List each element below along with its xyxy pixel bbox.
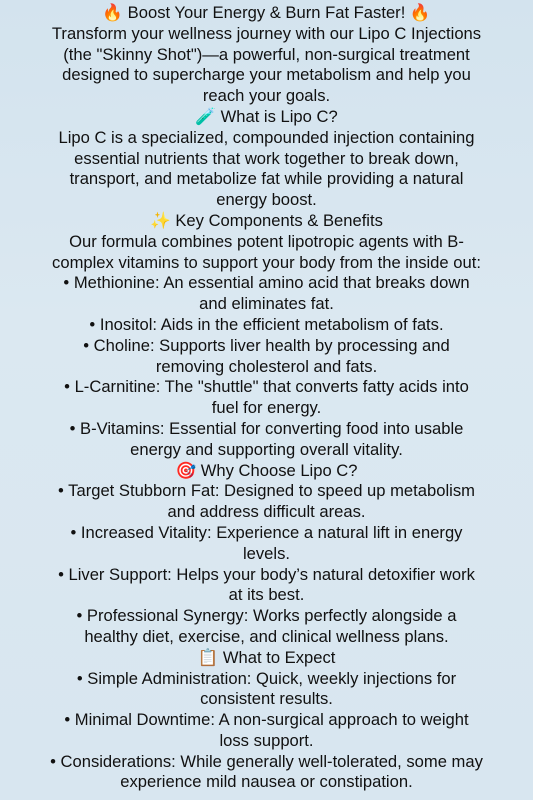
bullet-l-carnitine-cont: fuel for energy. — [211, 398, 322, 418]
headline: 🔥 Boost Your Energy & Burn Fat Faster! 🔥 — [102, 3, 431, 22]
bullet-synergy: • Professional Synergy: Works perfectly alongside a — [76, 606, 457, 626]
what-is-line: transport, and metabolize fat while providing a natural — [69, 169, 464, 189]
bullet-administration: • Simple Administration: Quick, weekly injections for — [76, 668, 457, 688]
bullet-target-fat-cont: and address difficult areas. — [167, 502, 366, 522]
bullet-target-fat: • Target Stubborn Fat: Designed to speed up metabolism — [58, 481, 475, 501]
bullet-liver-support: • Liver Support: Helps your body’s natural detoxifier work — [58, 564, 475, 584]
bullet-vitality: • Increased Vitality: Experience a natural lift in energy — [70, 522, 463, 542]
bullet-choline: • Choline: Supports liver health by processing and — [83, 335, 450, 355]
bullet-b-vitamins-cont: energy and supporting overall vitality. — [130, 439, 403, 459]
components-line: complex vitamins to support your body from the inside out: — [52, 252, 481, 272]
section-heading-what-is: 🧪 What is Lipo C? — [195, 106, 338, 126]
intro-line: reach your goals. — [202, 86, 331, 106]
what-is-line: essential nutrients that work together to break down, — [74, 148, 459, 168]
bullet-considerations: • Considerations: While generally well-tolerated, some may — [50, 751, 483, 771]
bullet-synergy-cont: healthy diet, exercise, and clinical wellness plans. — [84, 626, 449, 646]
bullet-methionine: • Methionine: An essential amino acid that breaks down — [63, 273, 470, 293]
bullet-downtime: • Minimal Downtime: A non-surgical approach to weight — [64, 710, 469, 730]
bullet-liver-support-cont: at its best. — [228, 585, 305, 605]
section-heading-why-choose: 🎯 Why Choose Lipo C? — [175, 460, 358, 480]
bullet-downtime-cont: loss support. — [219, 730, 314, 750]
what-is-line: energy boost. — [216, 190, 317, 210]
bullet-considerations-cont: experience mild nausea or constipation. — [120, 772, 413, 792]
bullet-l-carnitine: • L-Carnitine: The "shuttle" that converts fatty acids into — [64, 377, 469, 397]
section-heading-what-to-expect: 📋 What to Expect — [197, 647, 336, 667]
section-heading-key-components: ✨ Key Components & Benefits — [150, 210, 383, 230]
bullet-administration-cont: consistent results. — [200, 689, 333, 709]
what-is-line: Lipo C is a specialized, compounded injection containing — [58, 127, 475, 147]
bullet-choline-cont: removing cholesterol and fats. — [155, 356, 378, 376]
bullet-b-vitamins: • B-Vitamins: Essential for converting food into usable — [69, 418, 464, 438]
components-line: Our formula combines potent lipotropic agents with B- — [69, 231, 464, 251]
intro-line: (the "Skinny Shot")—a powerful, non-surgical treatment — [63, 44, 470, 64]
intro-line: Transform your wellness journey with our Lipo C Injections — [51, 23, 482, 43]
bullet-inositol: • Inositol: Aids in the efficient metabolism of fats. — [89, 314, 444, 334]
intro-line: designed to supercharge your metabolism and help you — [62, 65, 471, 85]
bullet-vitality-cont: levels. — [242, 543, 291, 563]
bullet-methionine-cont: and eliminates fat. — [199, 294, 334, 314]
